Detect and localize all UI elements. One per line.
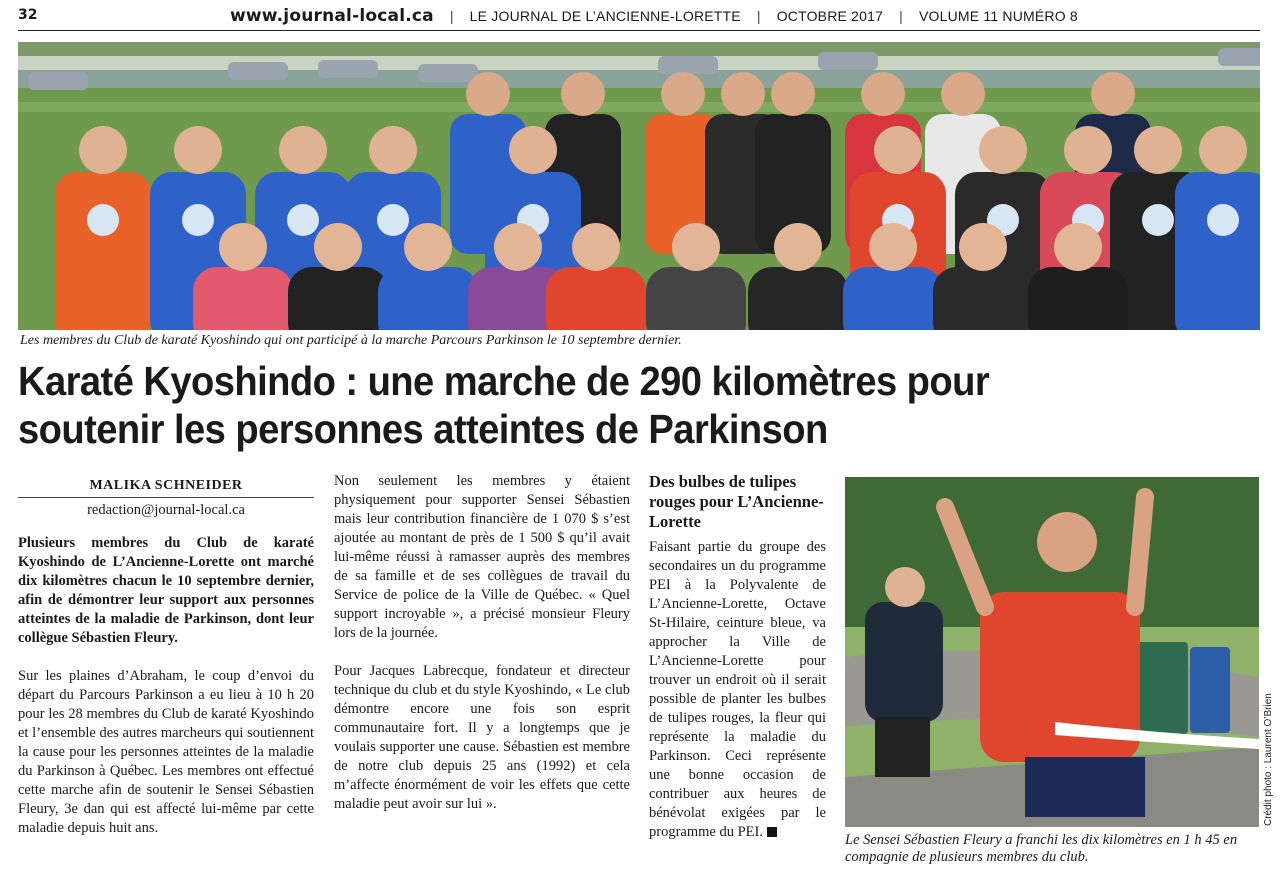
end-of-article-mark — [767, 827, 777, 837]
finish-line-illustration — [845, 477, 1259, 827]
article-column-1 — [18, 534, 314, 838]
page-header — [18, 4, 1260, 31]
header-info: www.journal-local.ca | LE JOURNAL DE L’ANCIENNE-LORETTE | OCTOBRE 2017 | VOLUME 11 NUMÉRO 8 — [230, 6, 1078, 26]
byline-divider — [18, 497, 314, 498]
main-photo-caption: Les membres du Club de karaté Kyoshindo qui ont participé à la marche Parcours Parkinson le 10 septembre dernier. — [20, 333, 682, 348]
article-paragraph-3: Pour Jacques Labrecque, fondateur et directeur technique du club et du style Kyoshindo, « Le club démontre encore une fois son esprit communautaire fort. Il y a longtemps que je voulais supporter une cause. Sébastien est membre de notre club depuis 25 ans (1992) et cela m’affecte énormément de voir les effets que cette maladie peut avoir sur lui ». — [334, 663, 630, 812]
recycling-bin — [1190, 647, 1230, 733]
group-photo-illustration — [18, 42, 1260, 330]
article-subheading: Des bulbes de tulipes rouges pour L’Ancienne-Lorette — [649, 472, 824, 531]
author-email[interactable]: redaction@journal-local.ca — [87, 502, 245, 518]
article-headline — [18, 357, 1181, 453]
publication-name: LE JOURNAL DE L’ANCIENNE-LORETTE — [469, 8, 741, 24]
article-paragraph-1: Sur les plaines d’Abraham, le coup d’envoi du départ du Parcours Parkinson a eu lieu à 10 h 20 pour les 28 membres du Club de karaté Kyoshindo et l’ensemble des autres marcheurs qui soutiennent la cause pour les personnes atteintes de la maladie du Parkinson à Québec. Les membres ont effectué cette marche afin de soutenir le Sensei Sébastien Fleury, 3e dan qui est affecté lui-même par cette maladie depuis huit ans. — [18, 668, 314, 836]
issue-date: OCTOBRE 2017 — [776, 8, 884, 24]
page-number: 32 — [18, 7, 38, 23]
headline-line-2: soutenir les personnes atteintes de Parkinson — [18, 406, 828, 452]
article-paragraph-4: Faisant partie du groupe des secondaires un du programme PEI à la Polyvalente de L’Ancienne-Lorette, Octave St-Hilaire, ceinture bleue, va approcher la Ville de L’Ancienne-Lorette pour trouver un endroit où il serait possible de planter les bulbes de tulipes rouges, la fleur qui représente la maladie du Parkinson. Ceci représente une bonne occasion de contribuer aux heures de bénévolat exigées par le programme du PEI. — [649, 539, 826, 840]
finish-line-photo — [845, 477, 1259, 827]
article-column-3 — [649, 538, 826, 842]
photo-credit: Crédit photo : Laurent O’Brien — [1263, 693, 1274, 826]
headline-line-1: Karaté Kyoshindo : une marche de 290 kilomètres pour — [18, 358, 990, 404]
group-photo — [18, 42, 1260, 330]
side-photo-caption: Le Sensei Sébastien Fleury a franchi les dix kilomètres en 1 h 45 en compagnie de plusieurs membres du club. — [845, 832, 1238, 865]
article-paragraph-2: Non seulement les membres y étaient physiquement pour supporter Sensei Sébastien mais leur contribution financière de 1 070 $ s’est ajoutée au montant de près de 1 500 $ qu’il avait lui-même réussi à ramasser auprès des membres de sa famille et de ses collègues de travail du Service de police de la Ville de Québec. « Quel support incroyable », a précisé monsieur Fleury lors de la journée. — [334, 473, 630, 641]
volume-number: VOLUME 11 NUMÉRO 8 — [918, 8, 1078, 24]
article-column-2 — [334, 472, 630, 814]
author-byline: MALIKA SCHNEIDER — [89, 478, 243, 493]
site-url[interactable]: www.journal-local.ca — [230, 6, 434, 26]
article-lead: Plusieurs membres du Club de karaté Kyoshindo de L’Ancienne-Lorette ont marché dix kilomètres chacun le 10 septembre dernier, afin de démontrer leur support aux personnes atteintes de la maladie de Parkinson, dont leur collègue Sébastien Fleury. — [18, 535, 314, 646]
